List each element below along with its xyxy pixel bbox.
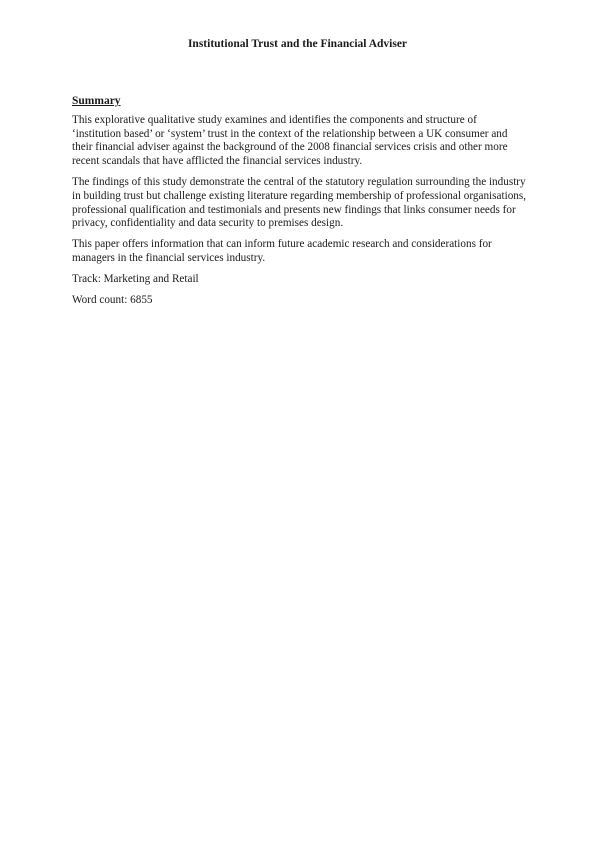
summary-paragraph-3: This paper offers information that can inform future academic research and considerations for managers in the financial services industry.: [72, 238, 492, 264]
word-count-line: Word count: 6855: [72, 293, 153, 306]
summary-paragraph-2: The findings of this study demonstrate the central of the statutory regulation surrounding the industry in building trust but challenge existing literature regarding membership of professional organisations, professional qualification and testimonials and presents new findings that links consumer needs for privacy, confidentiality and data security to premises design.: [72, 175, 527, 230]
paper-title: Institutional Trust and the Financial Adviser: [187, 38, 408, 50]
summary-paragraph-1: This explorative qualitative study examines and identifies the components and structure of ‘institution based’ or ‘system’ trust in the context of the relationship between a UK consumer and their financial adviser against the background of the 2008 financial services crisis and other more recent scandals that have afflicted the financial services industry.: [72, 113, 508, 168]
summary-heading: Summary: [72, 95, 121, 107]
track-line: Track: Marketing and Retail: [72, 272, 199, 285]
summary-section: [72, 95, 527, 314]
